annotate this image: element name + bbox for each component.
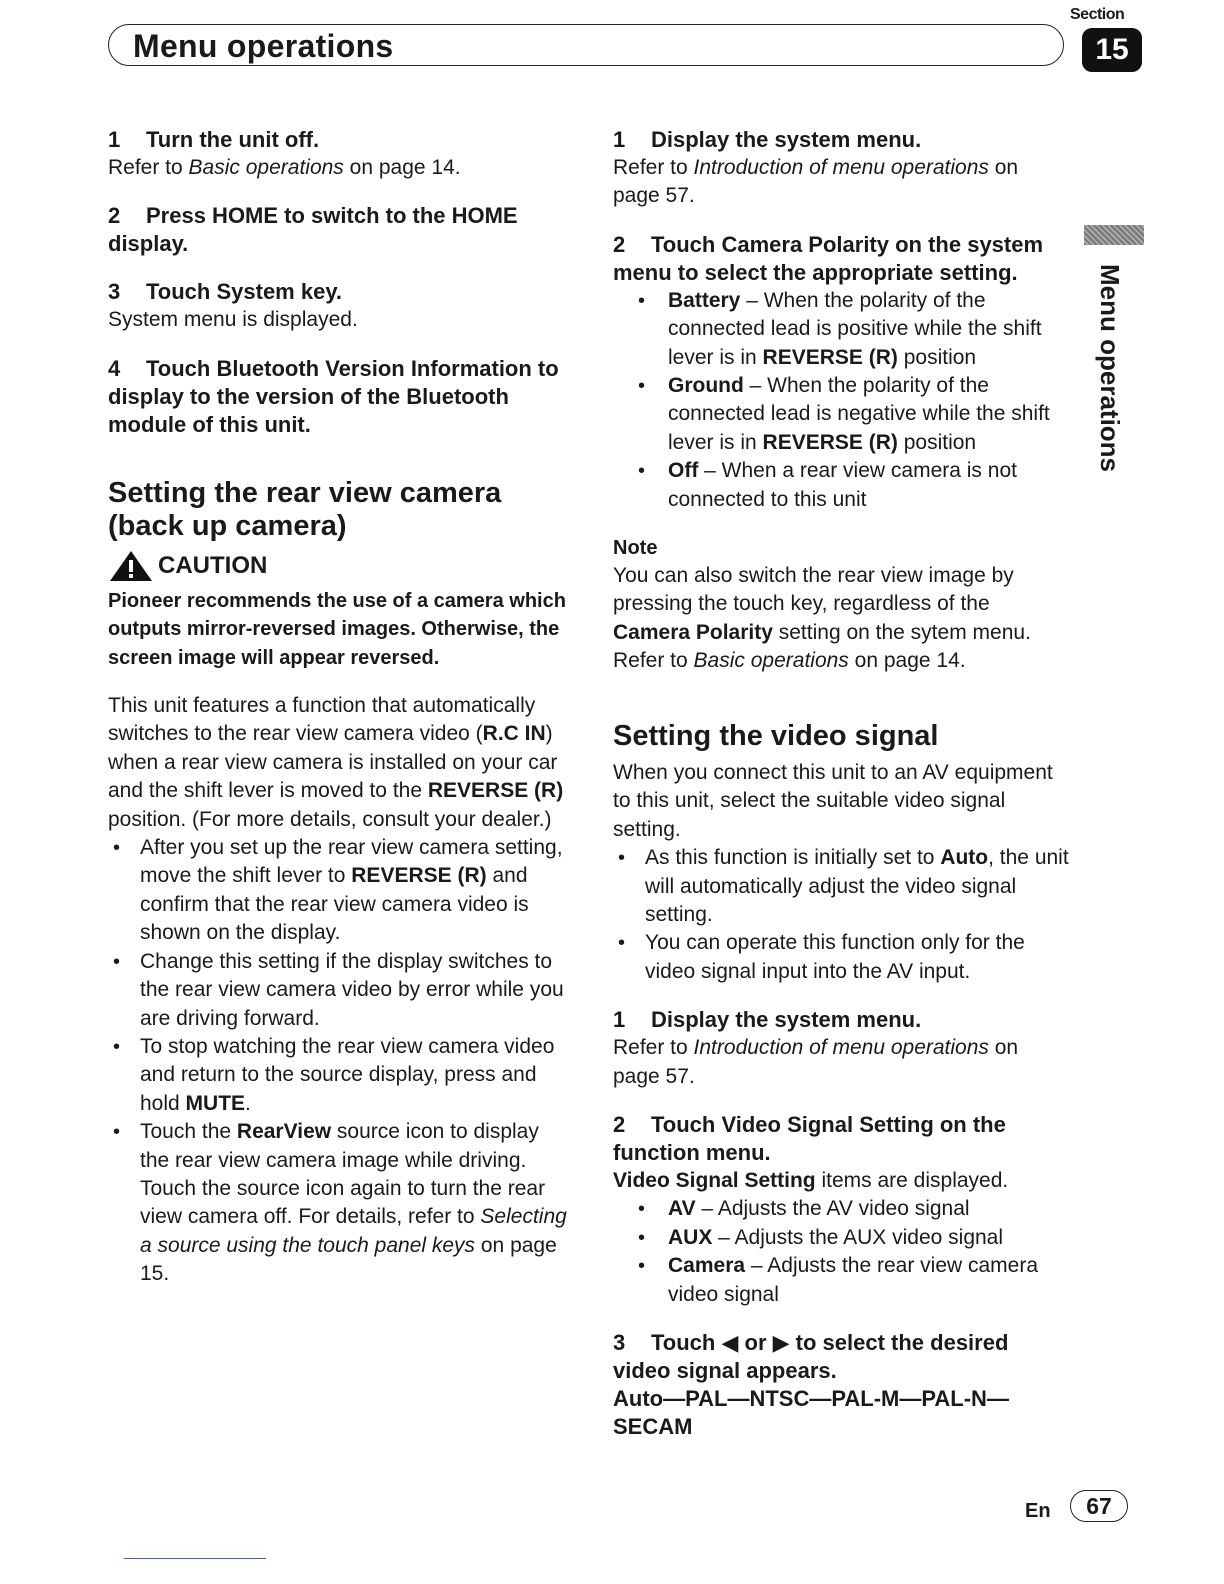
list-item: • Battery – When the polarity of the connected lead is positive while the shift lever is in REVERSE (R) position xyxy=(613,287,1069,372)
step-heading: 2 Touch Camera Polarity on the system menu to select the appropriate setting. xyxy=(613,231,1044,285)
list-item: • AV – Adjusts the AV video signal xyxy=(613,1195,1069,1223)
list-item: • As this function is initially set to Auto, the unit will automatically adjust the video signal setting. xyxy=(613,844,1069,929)
step-heading: 2 Press HOME to switch to the HOME display. xyxy=(108,203,518,257)
step-text: System menu is displayed. xyxy=(108,308,358,332)
list-item: • Off – When a rear view camera is not connected to this unit xyxy=(613,457,1069,514)
step-text: Refer to Introduction of menu operations on page 57. xyxy=(613,156,1019,208)
section-heading: Setting the rear view camera (back up camera) xyxy=(108,476,502,542)
section-heading: Setting the video signal xyxy=(613,720,939,752)
step-heading: 3 Touch ◀ or ▶ to select the desired video signal appears. xyxy=(613,1330,1009,1384)
list-item: • Camera – Adjusts the rear view camera video signal xyxy=(613,1252,1069,1309)
warning-icon xyxy=(108,549,154,583)
side-tab-label: Menu operations xyxy=(1095,264,1125,473)
side-tab-marker xyxy=(1084,225,1144,245)
page-number: 67 xyxy=(1070,1490,1128,1522)
video-items-list xyxy=(613,1195,1069,1309)
step-heading: 2 Touch Video Signal Setting on the function menu. xyxy=(613,1112,1006,1166)
list-item: • AUX – Adjusts the AUX video signal xyxy=(613,1224,1069,1252)
section-label: Section xyxy=(1070,6,1125,23)
note-heading: Note xyxy=(613,537,658,560)
list-item: • Ground – When the polarity of the connected lead is negative while the shift lever is in REVERSE (R) position xyxy=(613,372,1069,457)
video-signal-section xyxy=(613,720,1069,1441)
footer-rule xyxy=(124,1558,266,1559)
step-text: Video Signal Setting items are displayed. xyxy=(613,1169,1009,1193)
list-item: • Touch the RearView source icon to display the rear view camera image while driving. Touch the source icon again to turn the rear view camera off. For details, refer to Selecting a source using the touch panel keys on page 15. xyxy=(108,1118,570,1288)
camera-notes-list xyxy=(108,834,570,1289)
intro-paragraph: This unit features a function that automatically switches to the rear view camera video (R.C IN) when a rear view camera is installed on your car and the shift lever is moved to the REVERSE (R) position. (For more details, consult your dealer.) xyxy=(108,694,564,831)
video-notes-list xyxy=(613,844,1069,986)
list-item: • To stop watching the rear view camera video and return to the source display, press and hold MUTE. xyxy=(108,1033,570,1118)
polarity-options-list xyxy=(613,287,1069,514)
list-item: • After you set up the rear view camera setting, move the shift lever to REVERSE (R) and confirm that the rear view camera video is shown on the display. xyxy=(108,834,570,948)
step-heading: 3 Touch System key. xyxy=(108,279,343,305)
language-label: En xyxy=(1025,1500,1051,1522)
step-heading: 1 Display the system menu. xyxy=(613,1007,922,1033)
step-heading: 1 Turn the unit off. xyxy=(108,127,320,152)
caution-text: Pioneer recommends the use of a camera which outputs mirror-reversed images. Otherwise, the screen image will appear reversed. xyxy=(108,589,566,669)
left-column xyxy=(108,126,570,1289)
step-heading: 4 Touch Bluetooth Version Information to display to the version of the Bluetooth module of this unit. xyxy=(108,355,559,437)
step-heading: 1 Display the system menu. xyxy=(613,127,922,152)
note-text: You can also switch the rear view image by pressing the touch key, regardless of the Camera Polarity setting on the sytem menu. Refer to Basic operations on page 14. xyxy=(613,564,1031,673)
caution-label: CAUTION xyxy=(158,551,268,579)
signal-chain: Auto—PAL—NTSC—PAL-M—PAL-N—SECAM xyxy=(613,1386,1009,1440)
right-arrow-icon: ▶ xyxy=(772,1330,790,1356)
step-text: Refer to Basic operations on page 14. xyxy=(108,156,461,179)
list-item: • Change this setting if the display switches to the rear view camera video by error while you are driving forward. xyxy=(108,948,570,1033)
page-reference: Basic operations xyxy=(188,156,344,179)
left-arrow-icon: ◀ xyxy=(721,1330,739,1356)
list-item: • You can operate this function only for the video signal input into the AV input. xyxy=(613,929,1069,986)
section-number-badge: 15 xyxy=(1082,28,1142,72)
page-title: Menu operations xyxy=(133,28,394,64)
right-column xyxy=(613,126,1069,676)
step-text: Refer to Introduction of menu operations on page 57. xyxy=(613,1036,1019,1088)
intro-paragraph: When you connect this unit to an AV equipment to this unit, select the suitable video signal setting. xyxy=(613,761,1053,841)
caution-header xyxy=(108,549,570,583)
